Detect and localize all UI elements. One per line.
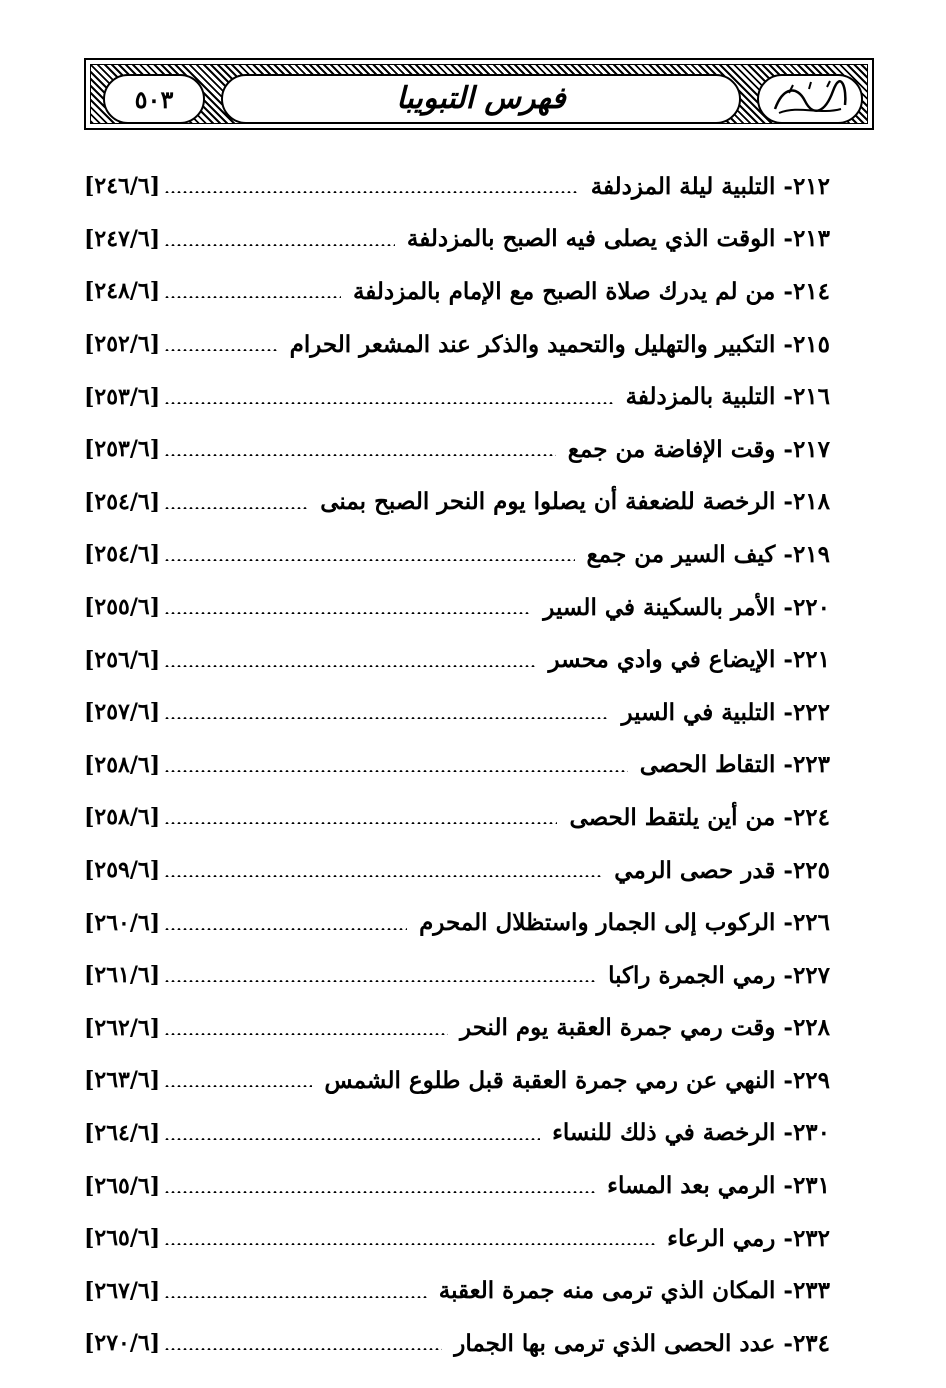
- entry-reference: [٢٥٦/٦]: [84, 646, 161, 673]
- dot-leader: [164, 612, 531, 614]
- dot-leader: [164, 1033, 448, 1035]
- entry-title: ٢١٩- كيف السير من جمع: [586, 540, 830, 568]
- entry-title: ٢٣٣- المكان الذي ترمى منه جمرة العقبة: [438, 1277, 830, 1305]
- entry-reference: [٢٦٢/٦]: [84, 1014, 161, 1041]
- entry-title: ٢٢٥- قدر حصى الرمي: [614, 856, 830, 884]
- entry-title: ٢٢٢- التلبية في السير: [621, 698, 830, 726]
- entry-title: ٢٢٧- رمي الجمرة راكبا: [608, 961, 830, 989]
- toc-entry: [84, 1107, 830, 1160]
- entry-title: ٢٣١- الرمي بعد المساء: [607, 1172, 830, 1200]
- dot-leader: [164, 1191, 595, 1193]
- toc-entry: [84, 265, 830, 318]
- calligraphy-emblem-icon: [769, 79, 851, 119]
- dot-leader: [164, 349, 277, 351]
- dot-leader: [164, 559, 574, 561]
- dot-leader: [164, 402, 613, 404]
- toc-entry: [84, 528, 830, 581]
- toc-entry: [84, 160, 830, 213]
- dot-leader: [164, 665, 536, 667]
- dot-leader: [164, 980, 596, 982]
- dot-leader: [164, 928, 407, 930]
- entry-reference: [٢٦٤/٦]: [84, 1119, 161, 1146]
- page-number: ٥٠٣: [134, 85, 174, 114]
- entry-reference: [٢٦٥/٦]: [84, 1225, 161, 1252]
- toc-entry: [84, 633, 830, 686]
- dot-leader: [164, 454, 556, 456]
- dot-leader: [164, 875, 602, 877]
- toc-entry: [84, 581, 830, 634]
- entry-title: ٢١٢- التلبية ليلة المزدلفة: [590, 172, 830, 200]
- entry-reference: [٢٤٨/٦]: [84, 278, 161, 305]
- dot-leader: [164, 296, 341, 298]
- toc-entry: [84, 476, 830, 529]
- entry-title: ٢٢٠- الأمر بالسكينة في السير: [543, 593, 830, 621]
- entry-title: ٢٣٢- رمي الرعاء: [667, 1224, 830, 1252]
- entry-title: ٢٣٤- عدد الحصى الذي ترمى بها الجمار: [454, 1329, 830, 1357]
- entry-title: ٢٢٦- الركوب إلى الجمار واستظلال المحرم: [419, 909, 830, 937]
- entry-reference: [٢٦٣/٦]: [84, 1067, 161, 1094]
- toc-entry: [84, 1264, 830, 1317]
- dot-leader: [164, 1296, 427, 1298]
- entry-title: ٢٢٣- التقاط الحصى: [639, 751, 830, 779]
- page-header: [84, 58, 874, 130]
- toc-entry: [84, 686, 830, 739]
- header-title: فهرس التبويبا: [396, 81, 566, 116]
- title-cartouche: [221, 74, 741, 124]
- entry-reference: [٢٦٥/٦]: [84, 1172, 161, 1199]
- entry-reference: [٢٥٩/٦]: [84, 857, 161, 884]
- table-of-contents: [84, 160, 830, 1370]
- toc-entry: [84, 791, 830, 844]
- entry-title: ٢١٧- وقت الإفاضة من جمع: [567, 435, 830, 463]
- page-number-cartouche: [103, 74, 205, 124]
- entry-reference: [٢٥٤/٦]: [84, 541, 161, 568]
- entry-title: ٢١٤- من لم يدرك صلاة الصبح مع الإمام بالمزدلفة: [352, 277, 830, 305]
- toc-entry: [84, 949, 830, 1002]
- entry-reference: [٢٥٥/٦]: [84, 594, 161, 621]
- toc-entry: [84, 1159, 830, 1212]
- toc-entry: [84, 1002, 830, 1055]
- entry-reference: [٢٥٣/٦]: [84, 383, 161, 410]
- emblem-cartouche: [757, 74, 863, 124]
- dot-leader: [164, 770, 628, 772]
- entry-reference: [٢٥٣/٦]: [84, 436, 161, 463]
- entry-title: ٢٢٨- وقت رمي جمرة العقبة يوم النحر: [460, 1014, 830, 1042]
- dot-leader: [164, 822, 557, 824]
- dot-leader: [164, 507, 308, 509]
- entry-reference: [٢٥٢/٦]: [84, 331, 161, 358]
- dot-leader: [164, 1243, 655, 1245]
- entry-title: ٢١٨- الرخصة للضعفة أن يصلوا يوم النحر الصبح بمنى: [320, 488, 830, 516]
- dot-leader: [164, 244, 395, 246]
- header-ornament-band: [90, 64, 868, 124]
- entry-reference: [٢٦٧/٦]: [84, 1277, 161, 1304]
- entry-title: ٢١٥- التكبير والتهليل والتحميد والذكر عند المشعر الحرام: [289, 330, 830, 358]
- dot-leader: [164, 1085, 312, 1087]
- entry-reference: [٢٤٦/٦]: [84, 173, 161, 200]
- entry-title: ٢٢١- الإيضاع في وادي محسر: [548, 646, 830, 674]
- dot-leader: [164, 1348, 442, 1350]
- toc-entry: [84, 1317, 830, 1370]
- toc-entry: [84, 896, 830, 949]
- toc-entry: [84, 1054, 830, 1107]
- dot-leader: [164, 1138, 540, 1140]
- entry-reference: [٢٦٠/٦]: [84, 909, 161, 936]
- dot-leader: [164, 717, 609, 719]
- toc-entry: [84, 844, 830, 897]
- toc-entry: [84, 739, 830, 792]
- entry-title: ٢١٣- الوقت الذي يصلى فيه الصبح بالمزدلفة: [406, 225, 830, 253]
- toc-entry: [84, 423, 830, 476]
- toc-entry: [84, 213, 830, 266]
- entry-title: ٢٣٠- الرخصة في ذلك للنساء: [552, 1119, 830, 1147]
- entry-reference: [٢٥٧/٦]: [84, 699, 161, 726]
- entry-title: ٢١٦- التلبية بالمزدلفة: [625, 383, 830, 411]
- toc-entry: [84, 1212, 830, 1265]
- dot-leader: [164, 191, 579, 193]
- entry-reference: [٢٥٨/٦]: [84, 751, 161, 778]
- entry-title: ٢٢٤- من أين يلتقط الحصى: [569, 803, 830, 831]
- entry-reference: [٢٦١/٦]: [84, 962, 161, 989]
- entry-reference: [٢٥٨/٦]: [84, 804, 161, 831]
- entry-reference: [٢٧٠/٦]: [84, 1330, 161, 1357]
- entry-reference: [٢٤٧/٦]: [84, 225, 161, 252]
- toc-entry: [84, 318, 830, 371]
- entry-reference: [٢٥٤/٦]: [84, 488, 161, 515]
- entry-title: ٢٢٩- النهي عن رمي جمرة العقبة قبل طلوع الشمس: [324, 1066, 830, 1094]
- toc-entry: [84, 370, 830, 423]
